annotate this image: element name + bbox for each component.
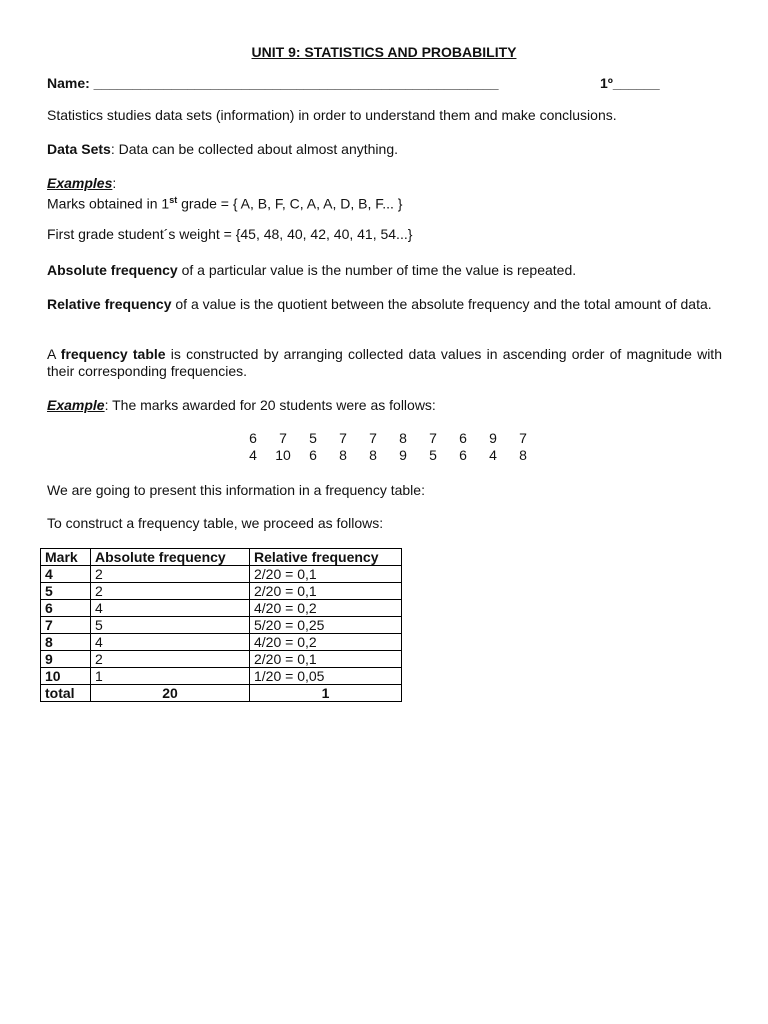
marks-example: Marks obtained in 1st grade = { A, B, F, C, A, A, D, B, F... } <box>47 195 403 212</box>
data-sets-term: Data Sets <box>47 141 111 157</box>
total-relative: 1 <box>250 685 402 702</box>
total-absolute: 20 <box>91 685 250 702</box>
frequency-table <box>40 548 402 702</box>
marks-row-2: 4 10 6 8 8 9 5 6 4 8 <box>249 447 527 463</box>
example-heading: Example <box>47 397 105 413</box>
total-label: total <box>41 685 91 702</box>
table-row: 10 1 1/20 = 0,05 <box>41 668 402 685</box>
table-header-row <box>41 549 402 566</box>
header-absolute: Absolute frequency <box>91 549 250 566</box>
table-row: 8 4 4/20 = 0,2 <box>41 634 402 651</box>
construct-text: To construct a frequency table, we proceed as follows: <box>47 515 384 531</box>
header-relative: Relative frequency <box>250 549 402 566</box>
marks-row-1: 6 7 5 7 7 8 7 6 9 7 <box>249 430 527 446</box>
absolute-frequency-definition: Absolute frequency of a particular value is the number of time the value is repeated. <box>47 262 577 278</box>
weight-example: First grade student´s weight = {45, 48, 40, 42, 40, 41, 54...} <box>47 226 413 242</box>
examples-heading-text: Examples <box>47 175 113 191</box>
intro-text: Statistics studies data sets (information) in order to understand them and make conclusions. <box>47 107 617 123</box>
page-title: UNIT 9: STATISTICS AND PROBABILITY <box>251 44 517 60</box>
table-row: 4 2 2/20 = 0,1 <box>41 566 402 583</box>
name-field: Name: ____________________________________________________ <box>47 75 499 91</box>
frequency-table-definition: A frequency table is constructed by arranging collected data values in ascending order of magnitude with their corresponding frequencies. <box>47 346 722 379</box>
header-mark: Mark <box>41 549 91 566</box>
relative-frequency-definition: Relative frequency of a value is the quotient between the absolute frequency and the total amount of data. <box>47 296 712 312</box>
data-sets-paragraph <box>47 141 722 158</box>
table-row: 7 5 5/20 = 0,25 <box>41 617 402 634</box>
table-row: 6 4 4/20 = 0,2 <box>41 600 402 617</box>
table-total-row <box>41 685 402 702</box>
data-sets-text: : Data can be collected about almost anything. <box>110 141 398 157</box>
present-text: We are going to present this information in a frequency table: <box>47 482 425 498</box>
example-paragraph: Example: The marks awarded for 20 students were as follows: <box>47 397 436 413</box>
table-row: 5 2 2/20 = 0,1 <box>41 583 402 600</box>
name-line <box>47 75 722 92</box>
table-row: 9 2 2/20 = 0,1 <box>41 651 402 668</box>
grade-field: 1º______ <box>600 75 660 91</box>
examples-heading: Examples: <box>47 175 117 191</box>
